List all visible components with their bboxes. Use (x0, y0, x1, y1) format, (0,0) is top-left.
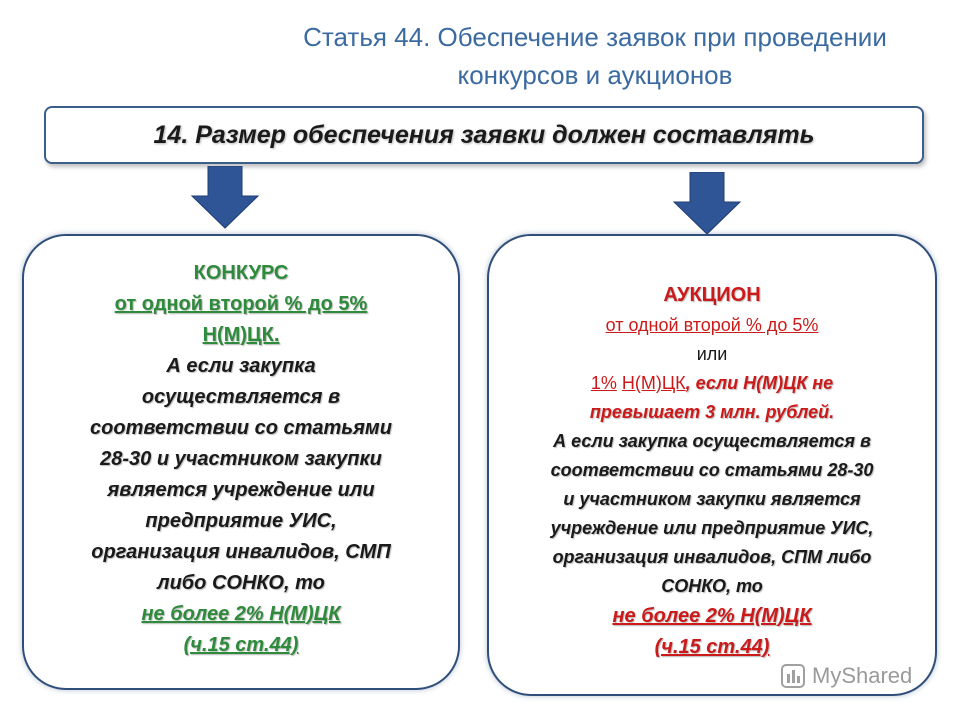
auction-condition-1: , если Н(М)ЦК не (685, 373, 834, 393)
konkurs-line: 28-30 и участником закупки (100, 448, 382, 470)
auction-box (487, 234, 937, 696)
auction-or: или (696, 344, 728, 364)
down-arrow-icon (190, 166, 260, 230)
konkurs-line: А если закупка (166, 355, 316, 377)
konkurs-heading: КОНКУРС (193, 262, 289, 284)
konkurs-limit: не более 2% Н(М)ЦК (141, 603, 341, 625)
konkurs-line: соответствии со статьями (90, 417, 392, 439)
down-arrow-icon (672, 172, 742, 236)
konkurs-line: является учреждение или (107, 479, 375, 501)
konkurs-line: осуществляется в (141, 386, 341, 408)
auction-one-percent-line (489, 369, 935, 398)
watermark (780, 660, 912, 692)
myshared-logo-icon (780, 663, 806, 689)
title-line-2: конкурсов и аукционов (457, 60, 733, 90)
banner-text: 14. Размер обеспечения заявки должен составлять (153, 120, 815, 149)
banner-box (44, 106, 924, 164)
watermark-text: MyShared (812, 663, 913, 688)
konkurs-box (22, 234, 460, 690)
auction-condition-2: превышает 3 млн. рублей. (589, 402, 835, 422)
title-line-1: Статья 44. Обеспечение заявок при проведении (303, 22, 887, 52)
konkurs-line: либо СОНКО, то (157, 572, 325, 594)
auction-ref: (ч.15 ст.44) (654, 636, 770, 658)
konkurs-ref: (ч.15 ст.44) (183, 634, 299, 656)
konkurs-nmck: Н(М)ЦК. (202, 324, 280, 346)
auction-line: А если закупка осуществляется в (553, 431, 871, 451)
auction-line: соответствии со статьями 28-30 (550, 460, 874, 480)
auction-line: и участником закупки является (563, 489, 861, 509)
auction-heading: АУКЦИОН (663, 284, 761, 306)
konkurs-line: предприятие УИС, (145, 510, 337, 532)
auction-nmck: Н(М)ЦК (621, 373, 686, 393)
auction-line: организация инвалидов, СПМ либо (552, 547, 872, 567)
konkurs-range: от одной второй % до 5% (114, 293, 368, 315)
auction-line: СОНКО, то (661, 576, 763, 596)
konkurs-line: организация инвалидов, СМП (91, 541, 391, 563)
auction-limit: не более 2% Н(М)ЦК (612, 605, 812, 627)
auction-line: учреждение или предприятие УИС, (550, 518, 874, 538)
auction-range: от одной второй % до 5% (605, 315, 819, 335)
auction-pct: 1% (590, 373, 617, 393)
page-title (230, 18, 960, 94)
